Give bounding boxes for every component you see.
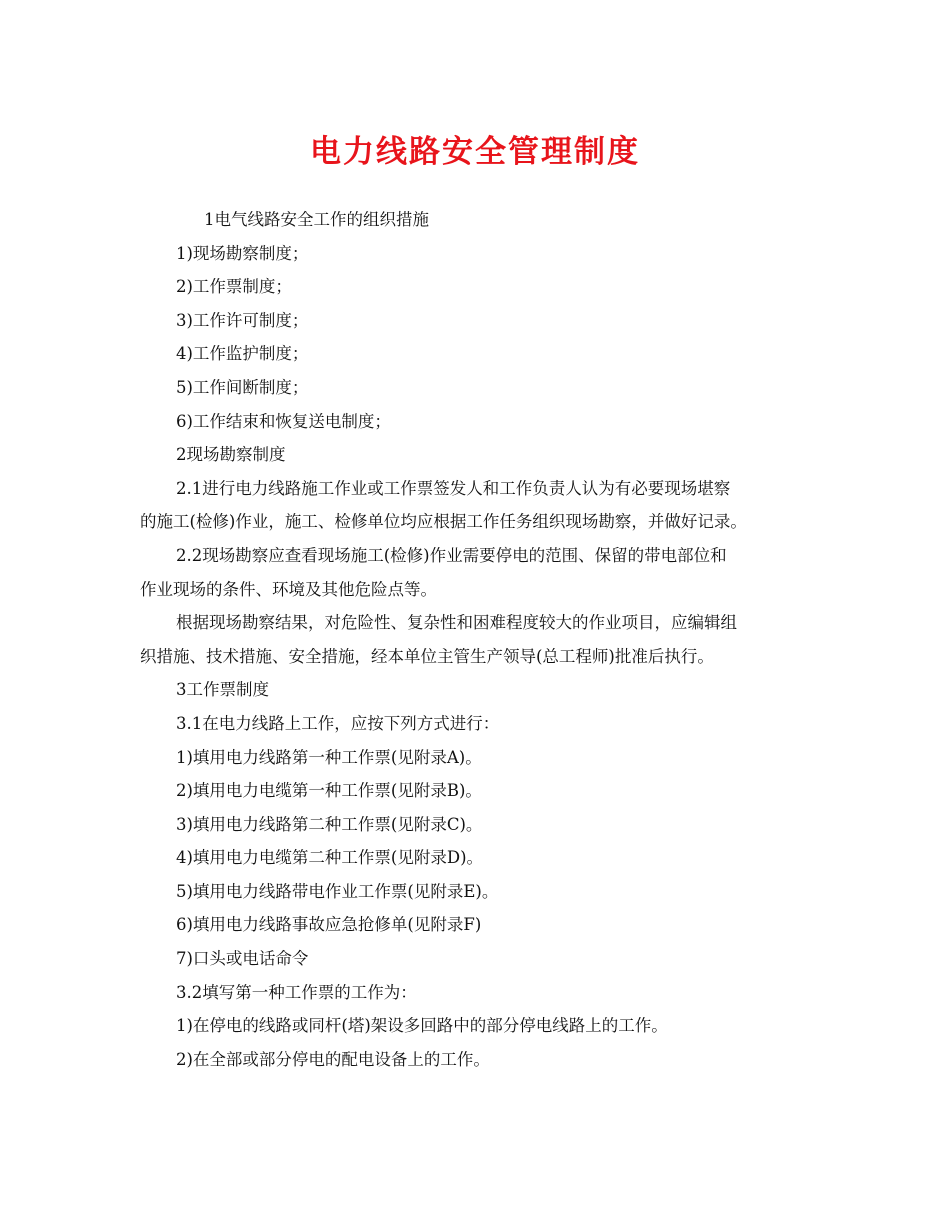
section-heading: 1电气线路安全工作的组织措施 xyxy=(204,210,429,229)
paragraph-line: 3)填用电力线路第二种工作票(见附录C)。 xyxy=(176,814,483,834)
paragraph-line: 2)在全部或部分停电的配电设备上的工作。 xyxy=(176,1049,490,1069)
paragraph-line: 5)工作间断制度； xyxy=(176,377,309,397)
paragraph-line: 3.2填写第一种工作票的工作为： xyxy=(176,982,417,1002)
paragraph-line: 3)工作许可制度； xyxy=(176,310,309,330)
paragraph-line: 1)填用电力线路第一种工作票(见附录A)。 xyxy=(176,747,482,767)
paragraph-line: 2)工作票制度； xyxy=(176,277,292,297)
paragraph-line: 2.1进行电力线路施工作业或工作票签发人和工作负责人认为有必要现场堪察 xyxy=(176,478,731,498)
paragraph-line: 5)填用电力线路带电作业工作票(见附录E)。 xyxy=(176,881,499,901)
paragraph-line: 4)工作监护制度； xyxy=(176,344,309,364)
paragraph-line: 织措施、技术措施、安全措施，经本单位主管生产领导(总工程师)批准后执行。 xyxy=(140,646,714,666)
document-title: 电力线路安全管理制度 xyxy=(310,134,640,170)
paragraph-line: 6)工作结束和恢复送电制度； xyxy=(176,411,391,431)
paragraph-line: 根据现场勘察结果，对危险性、复杂性和困难程度较大的作业项目，应编辑组 xyxy=(176,613,737,633)
paragraph-line: 的施工(检修)作业，施工、检修单位均应根据工作任务组织现场勘察，并做好记录。 xyxy=(140,512,747,532)
paragraph-line: 6)填用电力线路事故应急抢修单(见附录F) xyxy=(176,915,482,935)
paragraph-line: 2)填用电力电缆第一种工作票(见附录B)。 xyxy=(176,781,482,801)
paragraph-line: 2现场勘察制度 xyxy=(176,445,286,465)
paragraph-line: 1)在停电的线路或同杆(塔)架设多回路中的部分停电线路上的工作。 xyxy=(176,1016,668,1036)
paragraph-line: 2.2现场勘察应查看现场施工(检修)作业需要停电的范围、保留的带电部位和 xyxy=(176,545,727,565)
paragraph-line: 作业现场的条件、环境及其他危险点等。 xyxy=(140,579,437,599)
paragraph-line: 7)口头或电话命令 xyxy=(176,949,309,969)
paragraph-line: 3.1在电力线路上工作，应按下列方式进行： xyxy=(176,713,500,733)
paragraph-line: 3工作票制度 xyxy=(176,680,269,700)
document-body xyxy=(140,203,820,1076)
paragraph-line: 1)现场勘察制度； xyxy=(176,243,309,263)
paragraph-line: 4)填用电力电缆第二种工作票(见附录D)。 xyxy=(176,848,484,868)
